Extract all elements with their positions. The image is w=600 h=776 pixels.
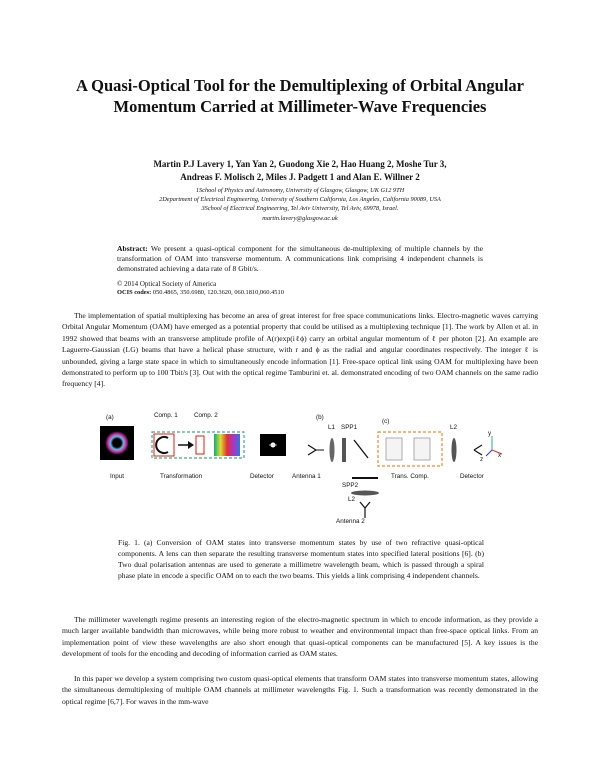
comp-2-element bbox=[196, 436, 204, 454]
trans-comp-1 bbox=[386, 438, 402, 460]
panel-a-label: (a) bbox=[106, 414, 114, 421]
l2-lower-label: L2 bbox=[348, 496, 356, 503]
antenna1-label: Antenna 1 bbox=[292, 473, 321, 480]
polariser bbox=[354, 440, 368, 458]
affiliation: 2Department of Electrical Engineering, University of Southern California, Los Angeles, California 90089, USA bbox=[159, 196, 441, 204]
copyright: © 2014 Optical Society of America bbox=[117, 280, 217, 288]
trans-comp-label: Trans. Comp. bbox=[391, 473, 429, 480]
figure-caption: Fig. 1. (a) Conversion of OAM states into transverse momentum states by use of two refractive quasi-optical components. A lens can then separate the resulting transverse momentum states into specified lateral positions [6]. (b) Two dual polarisation antennas are used to generate a millimetre wavelength beam, which is passed through a spiral phase plate in encode a specific OAM on to each the two beams. This yields a link comprising 4 independent channels. bbox=[118, 538, 484, 580]
lens-l2 bbox=[452, 438, 457, 462]
panel-c-label: (c) bbox=[382, 418, 390, 425]
transform-arrowhead bbox=[188, 441, 194, 449]
axis-y-label: y bbox=[488, 430, 492, 437]
spp2-label: SPP2 bbox=[342, 482, 359, 489]
antenna2-label: Antenna 2 bbox=[336, 518, 365, 525]
author-line: Martin P.J Lavery 1, Yan Yan 2, Guodong Xie 2, Hao Huang 2, Moshe Tur 3, bbox=[153, 159, 447, 169]
antenna-2-icon bbox=[360, 502, 370, 518]
transformation-label: Transformation bbox=[160, 473, 203, 480]
comp2-label: Comp. 2 bbox=[194, 412, 218, 419]
abstract-text: We present a quasi-optical component for the simultaneous de-multiplexing of multiple channels by the transformation of OAM into transverse momentum. A communications link comprising 4 independent channels is demonstrated achieving a data rate of 8 Gbit/s. bbox=[117, 244, 483, 274]
ocis-label: OCIS codes: bbox=[117, 289, 152, 296]
ocis-values: 050.4865, 350.6980, 120.3620, 060.1810,060.4510 bbox=[152, 289, 284, 296]
ocis-codes bbox=[117, 289, 483, 297]
figure-1 bbox=[96, 410, 504, 532]
antenna-1-icon bbox=[308, 445, 316, 455]
paragraph-system: In this paper we develop a system comprising two custom quasi-optical elements that transform OAM states into transverse momentum states, allowing the simultaneous demultiplexing of multiple OAM channels at millimeter wavelengths Fig. 1. Such a transformation was recently demonstrated in the optical regime [6,7]. For waves in the mm-wave bbox=[62, 674, 538, 706]
axis-z-label: z bbox=[480, 456, 484, 463]
affiliations bbox=[60, 186, 540, 223]
lens-l2-lower bbox=[351, 491, 379, 496]
l2-label: L2 bbox=[450, 424, 458, 431]
trans-comp-2 bbox=[414, 438, 430, 460]
affiliation: 3School of Electrical Engineering, Tel Aviv University, Tel Aviv, 69978, Israel. bbox=[201, 205, 399, 213]
transformed-beam-image bbox=[214, 434, 240, 456]
figure-graphic bbox=[96, 410, 504, 532]
axis-x-label: x bbox=[498, 452, 502, 459]
paragraph-intro: The implementation of spatial multiplexing has become an area of great interest for free space communications links. Electro-magnetic waves carrying Orbital Angular Momentum (OAM) have emerged as a potential property that could be utilised as a multiplexing technique [1]. The work by Allen et al. in 1992 showed that beams with an transverse amplitude profile of A(r)exp(iℓϕ) carry an orbital angular momentum of ℓ per photon [2]. An example are Laguerre-Gaussian (LG) beams that have a helical phase structure, with r and ϕ as the radial and angular coordinates respectively. The integer ℓ is unbounded, giving a large state space in which to simultaneously encode information [1]. Free-space optical link using OAM for multiplexing have been demonstrated to perform up to 100 Tbit/s [3]. Out with the optical regime Tamburini et. al. demonstrated encoding of two OAM channels on the same radio frequency [4]. bbox=[62, 311, 538, 389]
spp1-label: SPP1 bbox=[341, 424, 358, 431]
detector-antenna-icon bbox=[474, 445, 482, 455]
input-label: Input bbox=[110, 473, 125, 480]
abstract-label: Abstract: bbox=[117, 244, 148, 253]
detector-label: Detector bbox=[250, 473, 274, 480]
l1-label: L1 bbox=[328, 424, 336, 431]
detector-b-label: Detector bbox=[460, 473, 484, 480]
input-beam-ring bbox=[105, 431, 129, 455]
affiliation: 1School of Physics and Astronomy, University of Glasgow, Glasgow, UK G12 9TH bbox=[195, 187, 405, 194]
panel-b-label: (b) bbox=[316, 414, 324, 421]
author-line: Andreas F. Molisch 2, Miles J. Padgett 1 and Alan E. Willner 2 bbox=[180, 172, 420, 182]
author-list bbox=[60, 158, 540, 184]
paper-title: A Quasi-Optical Tool for the Demultiplexing of Orbital Angular Momentum Carried at Millimeter-Wave Frequencies bbox=[76, 76, 524, 116]
contact-email: martin.lavery@glasgow.ac.uk bbox=[262, 214, 338, 222]
comp1-label: Comp. 1 bbox=[154, 412, 178, 419]
spp1-plate bbox=[342, 438, 346, 462]
paragraph-millimeter: The millimeter wavelength regime presents an interesting region of the electro-magnetic spectrum in which to encode information, as they provide a much larger available bandwidth than microwaves, while being more robust to weather and environmental impact than free-space optical links. From an implementation point of view these wavelengths are also short enough that quasi-optical components can be manufactured [5]. A key issues is the development of tools for the encoding and decoding of information carried as OAM states. bbox=[62, 615, 538, 659]
lens-l1 bbox=[330, 438, 335, 462]
abstract bbox=[117, 244, 483, 275]
